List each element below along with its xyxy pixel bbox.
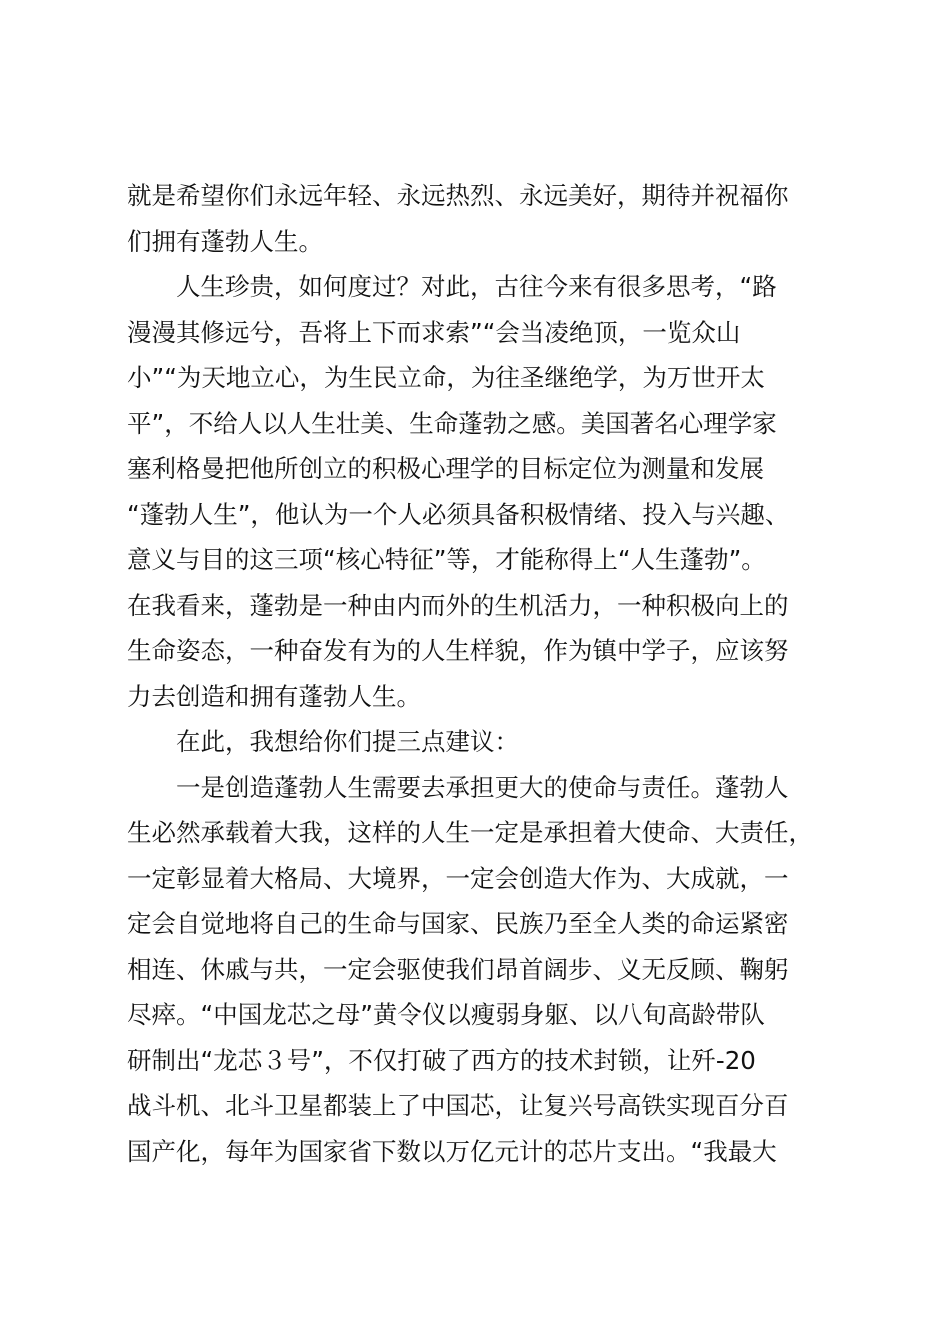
text-line: 平”，不给人以人生壮美、生命蓬勃之感。美国著名心理学家 [127,408,777,438]
text-line: “蓬勃人生”，他认为一个人必须具备积极情绪、投入与兴趣、 [127,499,790,529]
text-line: 一是创造蓬勃人生需要去承担更大的使命与责任。蓬勃人 [127,772,789,802]
body-text [127,173,847,1174]
text-line: 相连、休戚与共，一定会驱使我们昂首阔步、义无反顾、鞠躬 [127,954,789,984]
text-line: 就是希望你们永远年轻、永远热烈、永远美好，期待并祝福你 [127,181,789,210]
text-line: 一定彰显着大格局、大境界，一定会创造大作为、大成就，一 [127,863,789,893]
text-line: 力去创造和拥有蓬勃人生。 [127,681,421,711]
text-line: 意义与目的这三项“核心特征”等，才能称得上“人生蓬勃”。 [127,545,766,574]
text-line: 们拥有蓬勃人生。 [127,226,323,256]
text-line: 生必然承载着大我，这样的人生一定是承担着大使命、大责任， [127,818,813,847]
text-line: 尽瘁。“中国龙芯之母”黄令仪以瘦弱身躯、以八旬高龄带队 [127,1000,765,1029]
text-line: 战斗机、北斗卫星都装上了中国芯，让复兴号高铁实现百分百 [127,1091,789,1120]
text-line: 小”“为天地立心，为生民立命，为往圣继绝学，为万世开太 [127,363,765,392]
text-line: 定会自觉地将自己的生命与国家、民族乃至全人类的命运紧密 [127,909,789,938]
text-line: 漫漫其修远兮，吾将上下而求索”“会当凌绝顶，一览众山 [127,317,741,347]
text-line: 生命姿态，一种奋发有为的人生样貌，作为镇中学子，应该努 [127,636,789,665]
text-line: 国产化，每年为国家省下数以万亿元计的芯片支出。“我最大 [127,1136,777,1166]
text-line: 人生珍贵，如何度过？对此，古往今来有很多思考，“路 [127,272,777,301]
text-line: 在此，我想给你们提三点建议： [127,727,519,756]
text-line: 塞利格曼把他所创立的积极心理学的目标定位为测量和发展 [127,454,764,483]
text-line: 在我看来，蓬勃是一种由内而外的生机活力，一种积极向上的 [127,590,789,620]
text-line: 研制出“龙芯３号”，不仅打破了西方的技术封锁，让歼-20 [127,1045,756,1075]
